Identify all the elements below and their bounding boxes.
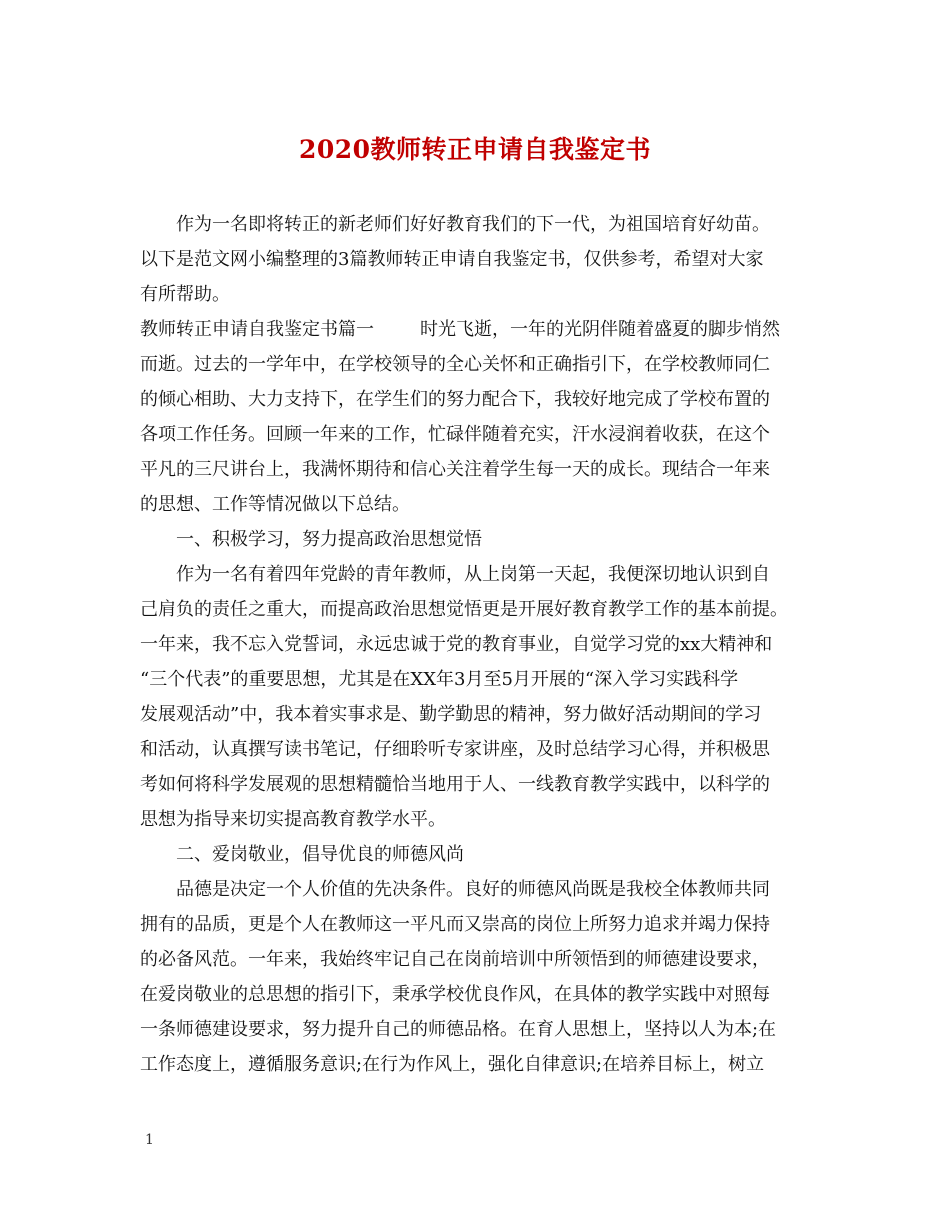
paragraph-line: 作为一名即将转正的新老师们好好教育我们的下一代，为祖国培育好幼苗。: [176, 214, 770, 235]
paragraph-line: 在爱岗敬业的总思想的指引下，秉承学校优良作风，在具体的教学实践中对照每: [140, 984, 770, 1005]
section-opening-text: 时光飞逝，一年的光阴伴随着盛夏的脚步悄然: [420, 319, 780, 340]
paragraph-line: 工作态度上，遵循服务意识;在行为作风上，强化自律意识;在培养目标上，树立: [140, 1054, 765, 1075]
paragraph-line: 发展观活动”中，我本着实事求是、勤学勤思的精神，努力做好活动期间的学习: [140, 704, 762, 725]
paragraph-line: 考如何将科学发展观的思想精髓恰当地用于人、一线教育教学实践中，以科学的: [140, 774, 770, 795]
paragraph-line: 和活动，认真撰写读书笔记，仔细聆听专家讲座，及时总结学习心得，并积极思: [140, 739, 770, 760]
paragraph-line: 拥有的品质，更是个人在教师这一平凡而又崇高的岗位上所努力追求并竭力保持: [140, 914, 770, 935]
paragraph-line: 平凡的三尺讲台上，我满怀期待和信心关注着学生每一天的成长。现结合一年来: [140, 459, 770, 480]
subheading-line: 一、积极学习，努力提高政治思想觉悟: [176, 529, 482, 550]
paragraph-line: 有所帮助。: [140, 284, 230, 305]
paragraph-line: 品德是决定一个人价值的先决条件。良好的师德风尚既是我校全体教师共同: [176, 879, 770, 900]
paragraph-line: 以下是范文网小编整理的3篇教师转正申请自我鉴定书，仅供参考，希望对大家: [140, 249, 764, 270]
paragraph-line: 己肩负的责任之重大，而提高政治思想觉悟更是开展好教育教学工作的基本前提。: [140, 599, 788, 620]
document-body: [140, 207, 820, 1082]
paragraph-line: 思想为指导来切实提高教育教学水平。: [140, 809, 446, 830]
page-number: 1: [145, 1132, 154, 1148]
paragraph-line: 一年来，我不忘入党誓词，永远忠诚于党的教育事业，自觉学习党的xx大精神和: [140, 634, 773, 655]
section-heading-line: [140, 312, 820, 347]
paragraph-line: 的思想、工作等情况做以下总结。: [140, 494, 410, 515]
document-title: 2020教师转正申请自我鉴定书: [298, 135, 652, 164]
paragraph-line: 作为一名有着四年党龄的青年教师，从上岗第一天起，我便深切地认识到自: [176, 564, 770, 585]
paragraph-line: 而逝。过去的一学年中，在学校领导的全心关怀和正确指引下，在学校教师同仁: [140, 354, 770, 375]
paragraph-line: 的倾心相助、大力支持下，在学生们的努力配合下，我较好地完成了学校布置的: [140, 389, 770, 410]
paragraph-line: 一条师德建设要求，努力提升自己的师德品格。在育人思想上，坚持以人为本;在: [140, 1019, 777, 1040]
section-heading: 教师转正申请自我鉴定书篇一: [140, 319, 374, 340]
paragraph-line: 各项工作任务。回顾一年来的工作，忙碌伴随着充实，汗水浸润着收获，在这个: [140, 424, 770, 445]
paragraph-line: 的必备风范。一年来，我始终牢记自己在岗前培训中所领悟到的师德建设要求，: [140, 949, 770, 970]
subheading-line: 二、爱岗敬业，倡导优良的师德风尚: [176, 844, 464, 865]
paragraph-line: “三个代表”的重要思想，尤其是在XX年3月至5月开展的“深入学习实践科学: [140, 669, 739, 690]
